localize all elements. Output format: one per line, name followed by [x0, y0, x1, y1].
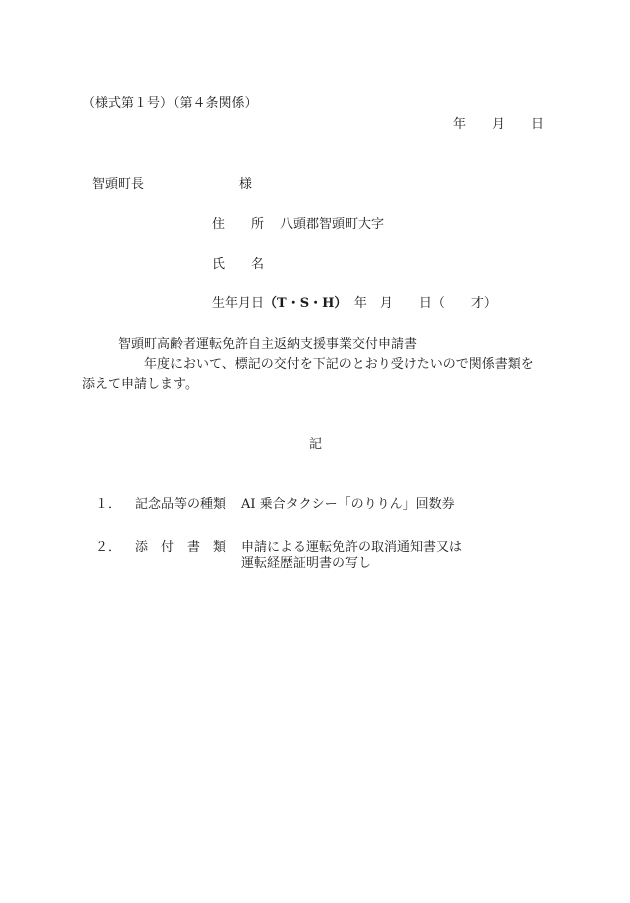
body-text-line2: 添えて申請します。	[82, 377, 198, 392]
address-value: 八頭郡智頭町大字	[280, 217, 385, 232]
address-label: 住 所	[212, 217, 265, 232]
addressee: 智頭町長	[92, 177, 145, 192]
ki-heading: 記	[309, 437, 323, 452]
item-2-label: 添 付 書 類	[135, 540, 227, 555]
name-label: 氏 名	[212, 257, 265, 272]
item-2-number: ２．	[95, 540, 122, 555]
body-text-line1: 年度において、標記の交付を下記のとおり受けたいので関係書類を	[144, 357, 534, 372]
item-1-number: １．	[95, 497, 122, 512]
item-1-value: AI 乗合タクシー「のりりん」回数券	[241, 497, 455, 512]
birthdate-row	[212, 296, 497, 312]
honorific: 様	[239, 177, 253, 192]
application-date: 年 月 日	[453, 117, 545, 132]
era-options: （T・S・H）	[264, 296, 341, 311]
item-2-value-line2: 運転経歴証明書の写し	[241, 556, 372, 571]
form-number: （様式第１号）（第４条関係）	[82, 96, 258, 111]
document-title: 智頭町高齢者運転免許自主返納支援事業交付申請書	[118, 337, 418, 352]
birthdate-fields: 年 月 日（ 才）	[340, 296, 497, 311]
item-1-label: 記念品等の種類	[135, 497, 227, 512]
item-2-value-line1: 申請による運転免許の取消通知書又は	[241, 540, 463, 555]
birthdate-label: 生年月日	[212, 296, 265, 311]
